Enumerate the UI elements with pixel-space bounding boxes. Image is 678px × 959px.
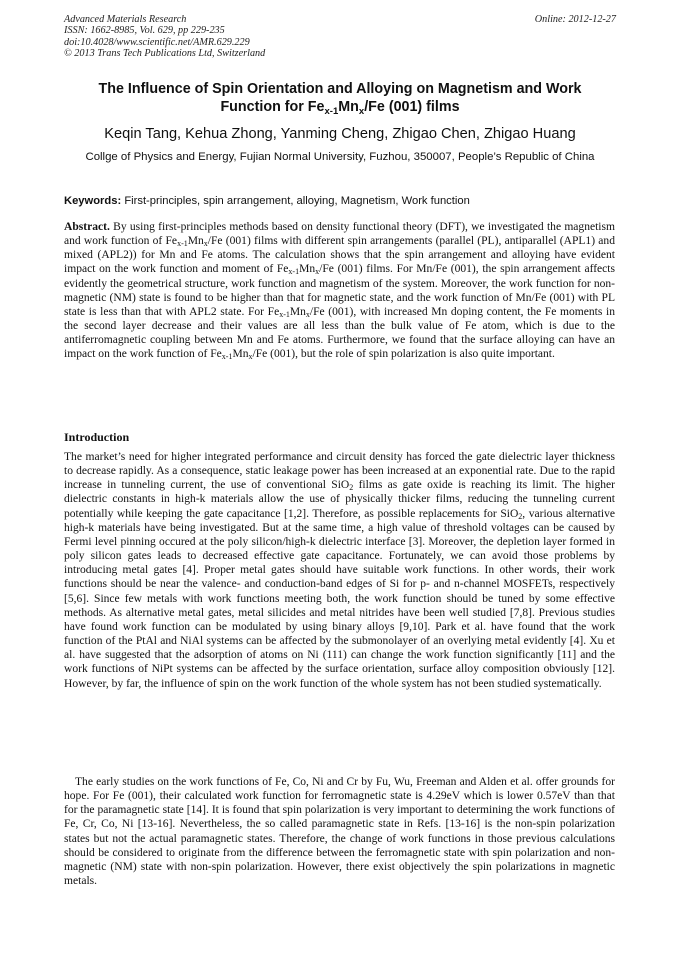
keywords [64, 194, 616, 208]
doi-line: doi:10.4028/www.scientific.net/AMR.629.229 [64, 36, 250, 48]
abstract-label: Abstract. [64, 221, 110, 233]
keywords-label: Keywords: [64, 195, 122, 207]
introduction-paragraph-2: The early studies on the work functions of Fe, Co, Ni and Cr by Fu, Wu, Freeman and Alden et al. offer grounds for hope. For Fe (001), their calculated work function for ferromagnetic state is 4.29eV which is lower 0.57eV than that for the paramagnetic state [14]. It is found that spin polarization is very important to determining the work functions of Fe, Cr, Co, Ni [13-16]. Nevertheless, the so called paramagnetic state in Refs. [13-16] is the non-spin polarization states but not the actual paramagnetic states. Therefore, the change of work functions in those previous calculations should be considered to originate from the difference between the ferromagnetic state with spin polarization and non-magnetic (NM) state with non-spin polarization. However, there exist objectively the spin polarizations in magnetic metals. [64, 776, 615, 888]
author-list: Keqin Tang, Kehua Zhong, Yanming Cheng, Zhigao Chen, Zhigao Huang [104, 126, 576, 142]
journal-name: Advanced Materials Research [64, 14, 187, 25]
abstract-paragraph: Abstract. By using first-principles methods based on density functional theory (DFT), we investigated the magnetism and work function of $Fe_{x-1}Mn_x/Fe$ (001) films with different spin arrangements (parallel (PL), antiparallel (APL1) and mixed (APL2)) for Mn and Fe atoms. The calculation shows that the spin arrangement and alloying have evident impact on the work function and moment of $Fe_{x-1}Mn_x/Fe$ (001) films. For Mn/Fe (001), the spin arrangement affects evidently the geometrical structure, work function and magnetism of the system. Moreover, the work function for non-magnetic (NM) state is found to be higher than that for magnetic state, and the work function of Mn/Fe (001) with PL state is less than that with APL2 state. For $Fe_{x-1}Mn_x/Fe$ (001), with increased Mn doping content, the Fe moments in the second layer decrease and their values are all less than the bulk value of Fe atom, which is due to the antiferromagnetic coupling between Mn and Fe atoms. Furthermore, we found that the surface alloying can have an impact on the work function of $Fe_{x-1}Mn_x/Fe$ (001), but the role of spin polarization is also quite important. [64, 221, 616, 362]
online-date: Online: 2012-12-27 [534, 14, 616, 25]
title-line-2: Function for $Fe_{x-1}Mn_x/Fe$ (001) films [220, 99, 460, 117]
keywords-text: First-principles, spin arrangement, alloying, Magnetism, Work function [124, 195, 470, 207]
journal-header-row [64, 14, 616, 25]
affiliation: Collge of Physics and Energy, Fujian Normal University, Fuzhou, 350007, People’s Republic of China [85, 151, 595, 163]
issn-line: ISSN: 1662-8985, Vol. 629, pp 229-235 [64, 25, 225, 37]
copyright-line: © 2013 Trans Tech Publications Ltd, Switzerland [64, 48, 266, 60]
title-line-1: The Influence of Spin Orientation and Alloying on Magnetism and Work [98, 81, 582, 97]
journal-header [64, 14, 616, 60]
paper-title [64, 80, 616, 116]
introduction-paragraph-1: The market’s need for higher integrated performance and circuit density has forced the gate dielectric layer thickness to decrease rapidly. As a consequence, static leakage power has been increased at an exponential rate. Due to the rapid increase in tunneling current, the use of conventional SiO$_2$ films as gate oxide is reaching its limit. The higher dielectric constants in high-k materials allow the use of physically thicker films, reducing the tunneling current potentially while keeping the gate capacitance [1,2]. Therefore, as possible replacements for SiO$_2$, various alternative high-k materials have being investigated. But at the same time, a high value of threshold voltages can be caused by Fermi level pinning occured at the poly silicon/high-k dielectric interface [3]. Moreover, the depletion layer formed in poly silicon gates leads to decreased effective gate capacitance. Fortunately, we can avoid those problems by introducing metal gates [4]. Proper metal gates should have suitable work functions. In other words, their work functions should be near the valence- and conduction-band edges of Si for p- and n-channel MOSFETs, respectively [5,6]. Since few metals with work functions meeting both, the work function should be tuned by some effective methods. As alternative metal gates, metal silicides and metal nitrides have been well studied [7,8]. Previous studies have found work function can be modulated by using binary alloys [9,10]. Park et al. have found that the work function of the PtAl and NiAl systems can be affected by the submonolayer of an overlying metal evidently [4]. Xu et al. have suggested that the adsorption of atoms on Ni (111) can change the work function significantly [11] and the work functions of NiPt systems can be affected by the surface orientation, surface alloy composition obviously [12]. However, by far, the influence of spin on the work function of the whole system has not been studied systematically. [64, 451, 615, 690]
introduction-heading: Introduction [64, 430, 130, 444]
